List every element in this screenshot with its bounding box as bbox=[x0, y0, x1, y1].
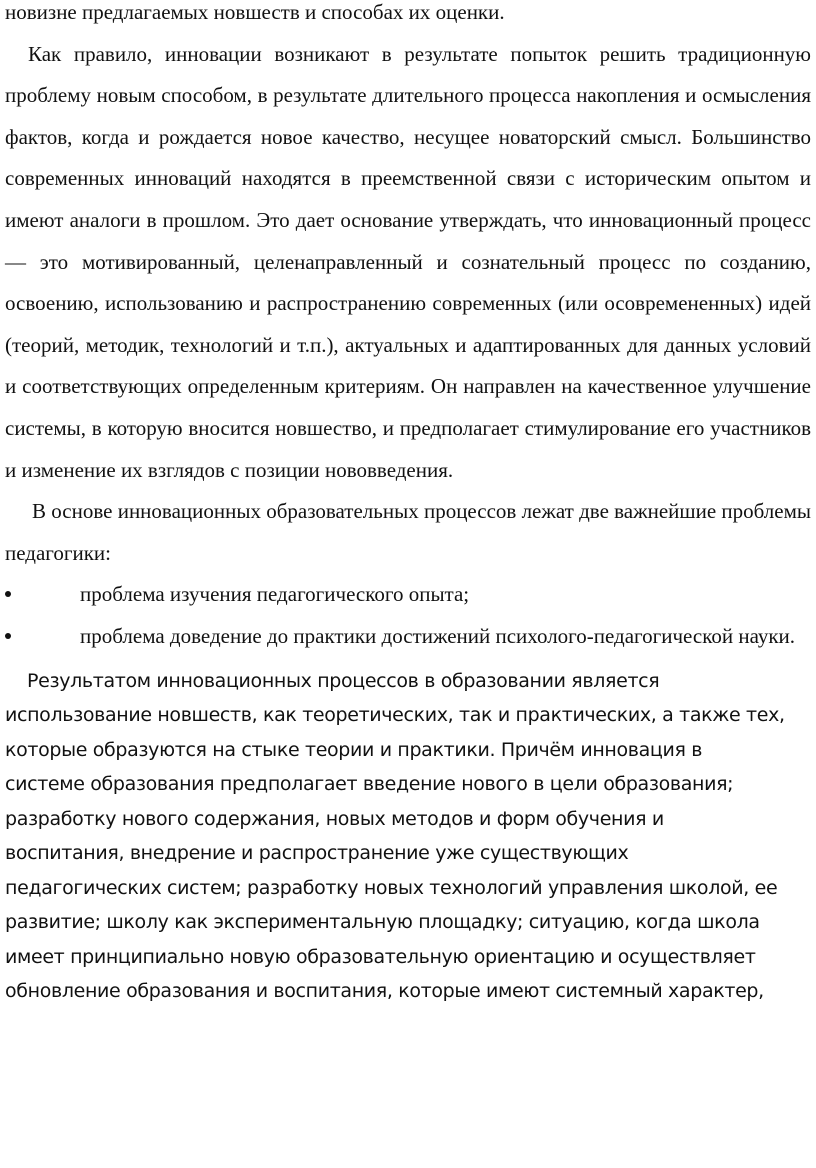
text-line: воспитания, внедрение и распространение уже существующих bbox=[5, 842, 629, 864]
text-line: развитие; школу как экспериментальную площадку; ситуацию, когда школа bbox=[5, 911, 760, 933]
list-item-text: проблема изучения педагогического опыта; bbox=[80, 582, 470, 607]
paragraph-innovation-process: Как правило, инновации возникают в результате попыток решить традиционную проблему новым способом, в результате длительного процесса накопления и осмысления фактов, когда и рождается новое качество, несущее новаторский смысл. Большинство современных инноваций находятся в преемственной связи с историческим опытом и имеют аналоги в прошлом. Это дает основание утверждать, что инновационный процесс — это мотивированный, целенаправленный и сознательный процесс по созданию, освоению, использованию и распространению современных (или осовремененных) идей (теорий, методик, технологий и т.п.), актуальных и адаптированных для данных условий и соответствующих определенным критериям. Он направлен на качественное улучшение системы, в которую вносится новшество, и предполагает стимулирование его участников и изменение их взглядов с позиции нововведения. bbox=[5, 41, 811, 482]
list-item bbox=[5, 616, 811, 658]
bullet-icon bbox=[5, 633, 11, 639]
list-item bbox=[5, 574, 811, 616]
text-line: системе образования предполагает введение нового в цели образования; bbox=[5, 773, 734, 795]
text-line: Результатом инновационных процессов в образовании является bbox=[27, 669, 660, 692]
text-line: имеет принципиально новую образовательную ориентацию и осуществляет bbox=[5, 945, 756, 968]
problems-list bbox=[5, 574, 811, 657]
bullet-icon bbox=[5, 591, 11, 597]
paragraph-pedagogy-problems: В основе инновационных образовательных процессов лежат две важнейшие проблемы педагогики: bbox=[5, 499, 811, 565]
text-line: использование новшеств, как теоретических, так и практических, а также тех, bbox=[5, 704, 785, 726]
text-line: педагогических систем; разработку новых технологий управления школой, ее bbox=[5, 876, 778, 899]
paragraph-innovation-results bbox=[5, 664, 811, 1009]
text-line: обновление образования и воспитания, которые имеют системный характер, bbox=[5, 980, 764, 1002]
text-line: которые образуются на стыке теории и практики. Причём инновация в bbox=[5, 738, 703, 761]
text-line: разработку нового содержания, новых методов и форм обучения и bbox=[5, 807, 664, 830]
list-item-text: проблема доведение до практики достижений психолого-педагогической науки. bbox=[80, 623, 796, 648]
paragraph-continuation: новизне предлагаемых новшеств и способах их оценки. bbox=[5, 0, 505, 24]
